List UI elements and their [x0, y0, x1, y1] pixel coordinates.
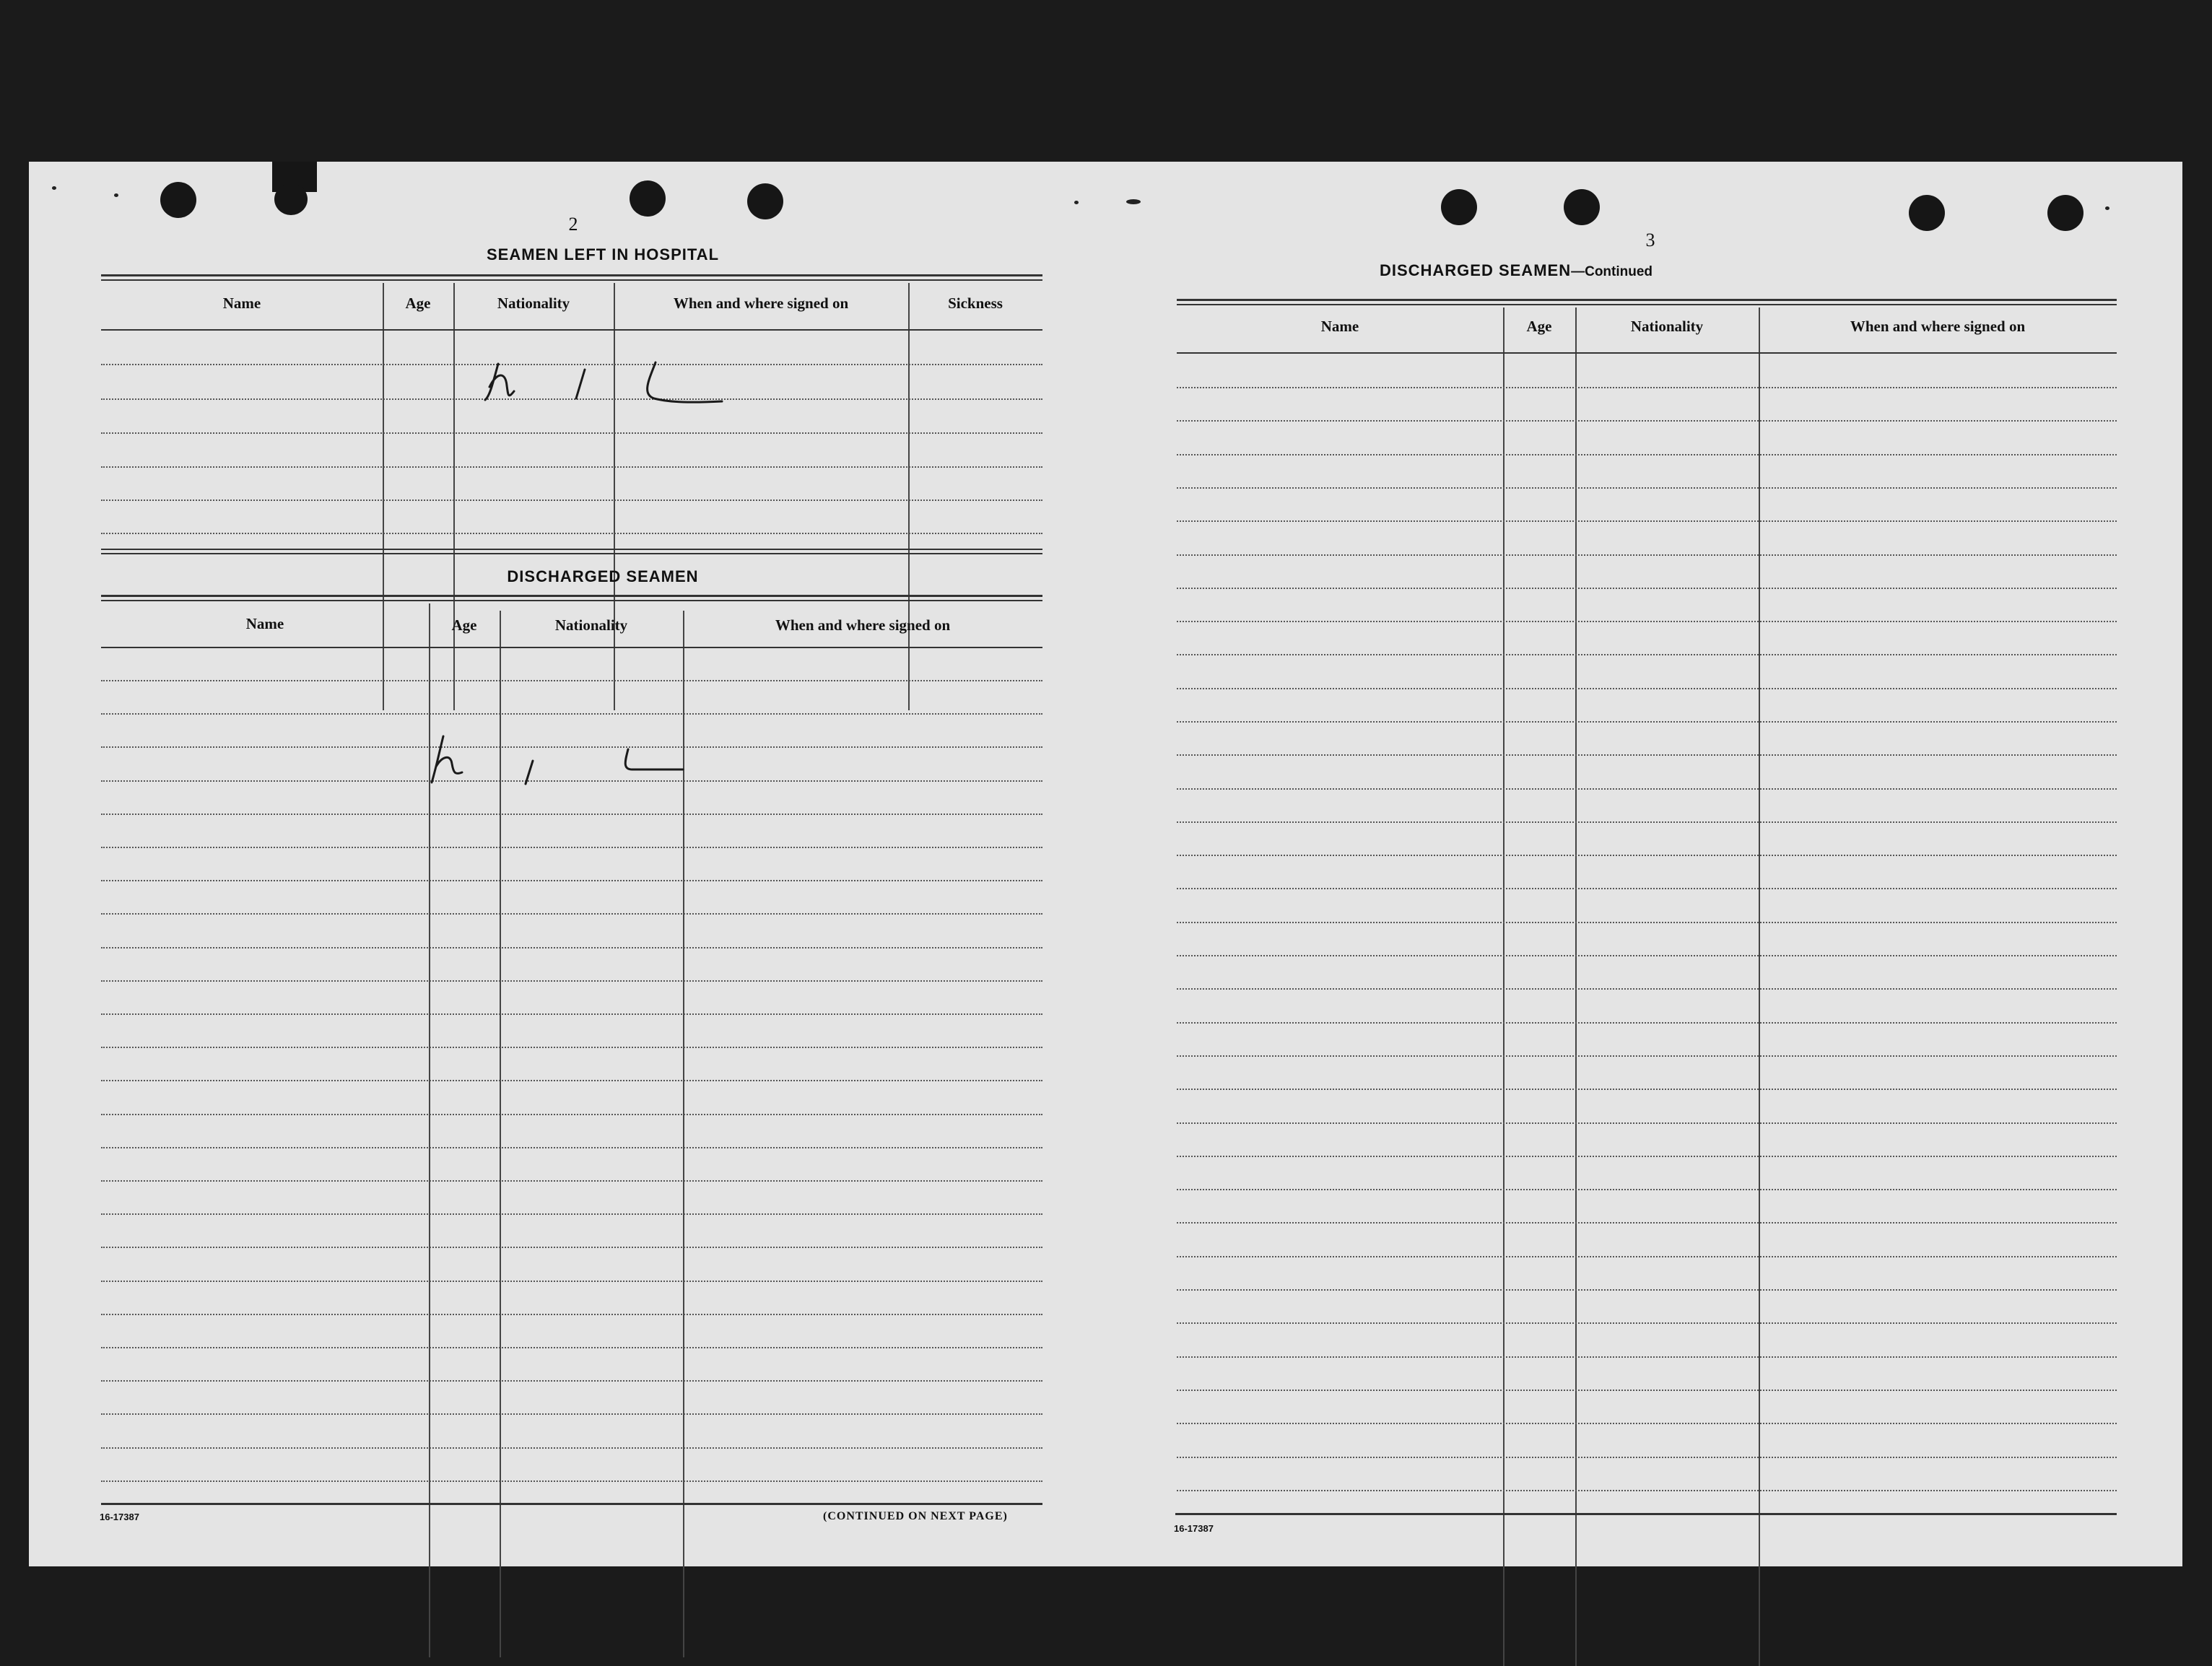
- right-section-title-suffix: —Continued: [1571, 264, 1653, 279]
- discharged-top-rule: [101, 553, 1042, 554]
- discharged-title-rule: [101, 595, 1042, 597]
- hospital-row-line: [101, 432, 1042, 434]
- discharged-col-signed-on: When and where signed on: [775, 616, 951, 634]
- row-line: [1177, 688, 2117, 689]
- register-sheet: [29, 162, 2182, 1566]
- row-line: [101, 1147, 1042, 1148]
- form-number-left: 16-17387: [100, 1512, 139, 1522]
- row-line: [1177, 387, 2117, 388]
- hospital-col-signed-on: When and where signed on: [673, 295, 849, 312]
- punch-hole: [630, 180, 666, 217]
- punch-hole: [747, 183, 783, 219]
- row-line: [101, 947, 1042, 948]
- row-line: [1177, 1457, 2117, 1458]
- row-line: [1177, 1256, 2117, 1257]
- discharged-title-rule-2: [101, 600, 1042, 601]
- row-line: [101, 1013, 1042, 1015]
- hospital-col-sickness: Sickness: [948, 295, 1003, 312]
- punch-hole: [1909, 195, 1945, 231]
- row-line: [1177, 1423, 2117, 1424]
- hospital-row-line: [101, 533, 1042, 534]
- discharged-section-title: DISCHARGED SEAMEN: [507, 567, 699, 585]
- row-line: [1177, 454, 2117, 455]
- punch-hole: [1564, 189, 1600, 225]
- row-line: [1177, 621, 2117, 622]
- row-line: [101, 1314, 1042, 1315]
- row-line: [1177, 821, 2117, 823]
- discharged-header-rule: [101, 647, 1042, 648]
- continued-note: (CONTINUED ON NEXT PAGE): [823, 1510, 1008, 1522]
- row-line: [101, 913, 1042, 915]
- punch-hole: [160, 182, 196, 218]
- hospital-section-title: SEAMEN LEFT IN HOSPITAL: [486, 245, 720, 263]
- row-line: [101, 1413, 1042, 1415]
- right-bottom-rule: [1175, 1513, 2117, 1515]
- row-line: [101, 1480, 1042, 1482]
- row-line: [1177, 754, 2117, 756]
- hospital-bottom-rule: [101, 549, 1042, 550]
- punch-hole: [274, 183, 308, 215]
- right-section-title-text: DISCHARGED SEAMEN: [1379, 261, 1572, 279]
- row-line: [101, 1213, 1042, 1215]
- hospital-col-name: Name: [222, 295, 261, 312]
- row-line: [101, 1380, 1042, 1382]
- hospital-col-nationality: Nationality: [497, 295, 570, 312]
- speck: [1126, 199, 1141, 204]
- hospital-row-line: [101, 466, 1042, 468]
- row-line: [101, 814, 1042, 815]
- row-line: [1177, 1122, 2117, 1124]
- row-line: [1177, 855, 2117, 856]
- hospital-top-rule-2: [101, 279, 1042, 281]
- row-line: [101, 1047, 1042, 1048]
- row-line: [101, 880, 1042, 881]
- row-line: [1177, 922, 2117, 923]
- discharged-bottom-rule: [101, 1503, 1042, 1505]
- row-line: [1177, 1289, 2117, 1291]
- row-line: [101, 1281, 1042, 1282]
- row-line: [1177, 1222, 2117, 1224]
- row-line: [1177, 788, 2117, 790]
- right-col-age: Age: [1526, 318, 1552, 335]
- handwritten-nil-discharged: [426, 732, 715, 790]
- row-line: [1177, 1390, 2117, 1391]
- discharged-col-name: Name: [245, 615, 284, 632]
- right-col-nationality: Nationality: [1630, 318, 1704, 335]
- row-line: [1177, 955, 2117, 956]
- row-line: [1177, 1490, 2117, 1491]
- hospital-header-rule: [101, 329, 1042, 331]
- row-line: [1177, 654, 2117, 655]
- punch-hole: [2047, 195, 2083, 231]
- punch-hole: [1441, 189, 1477, 225]
- row-line: [1177, 588, 2117, 589]
- row-line: [1177, 1189, 2117, 1190]
- discharged-col-age: Age: [451, 616, 477, 634]
- row-line: [1177, 888, 2117, 889]
- speck: [114, 193, 118, 197]
- right-top-rule: [1177, 299, 2117, 301]
- speck: [1074, 201, 1079, 204]
- row-line: [1177, 420, 2117, 422]
- row-line: [101, 713, 1042, 715]
- row-line: [101, 1114, 1042, 1115]
- row-line: [1177, 988, 2117, 990]
- page-number-right: 3: [1645, 230, 1655, 250]
- row-line: [1177, 1022, 2117, 1024]
- row-line: [1177, 1356, 2117, 1358]
- right-col-name: Name: [1320, 318, 1359, 335]
- row-line: [1177, 1089, 2117, 1090]
- row-line: [1177, 1055, 2117, 1057]
- row-line: [101, 680, 1042, 681]
- hospital-row-line: [101, 500, 1042, 501]
- row-line: [101, 1247, 1042, 1248]
- speck: [2105, 206, 2109, 210]
- form-number-right: 16-17387: [1174, 1523, 1214, 1534]
- row-line: [1177, 1156, 2117, 1157]
- right-top-rule-2: [1177, 304, 2117, 305]
- right-header-rule: [1177, 352, 2117, 354]
- handwritten-nil-hospital: [476, 357, 722, 414]
- discharged-col-nationality: Nationality: [554, 616, 628, 634]
- right-section-title: [1206, 261, 1826, 280]
- speck: [52, 186, 56, 190]
- row-line: [1177, 487, 2117, 489]
- row-line: [101, 1080, 1042, 1081]
- right-col-divider: [1503, 308, 1505, 1666]
- row-line: [1177, 520, 2117, 522]
- row-line: [101, 1447, 1042, 1449]
- hospital-col-age: Age: [405, 295, 431, 312]
- hospital-top-rule: [101, 274, 1042, 276]
- right-col-divider: [1575, 308, 1577, 1666]
- row-line: [101, 847, 1042, 848]
- row-line: [101, 1347, 1042, 1348]
- row-line: [101, 980, 1042, 982]
- right-col-signed-on: When and where signed on: [1850, 318, 2026, 335]
- right-col-divider: [1759, 308, 1760, 1666]
- row-line: [1177, 721, 2117, 723]
- row-line: [1177, 1322, 2117, 1324]
- row-line: [1177, 554, 2117, 556]
- row-line: [101, 1180, 1042, 1182]
- page-number-left: 2: [568, 214, 578, 235]
